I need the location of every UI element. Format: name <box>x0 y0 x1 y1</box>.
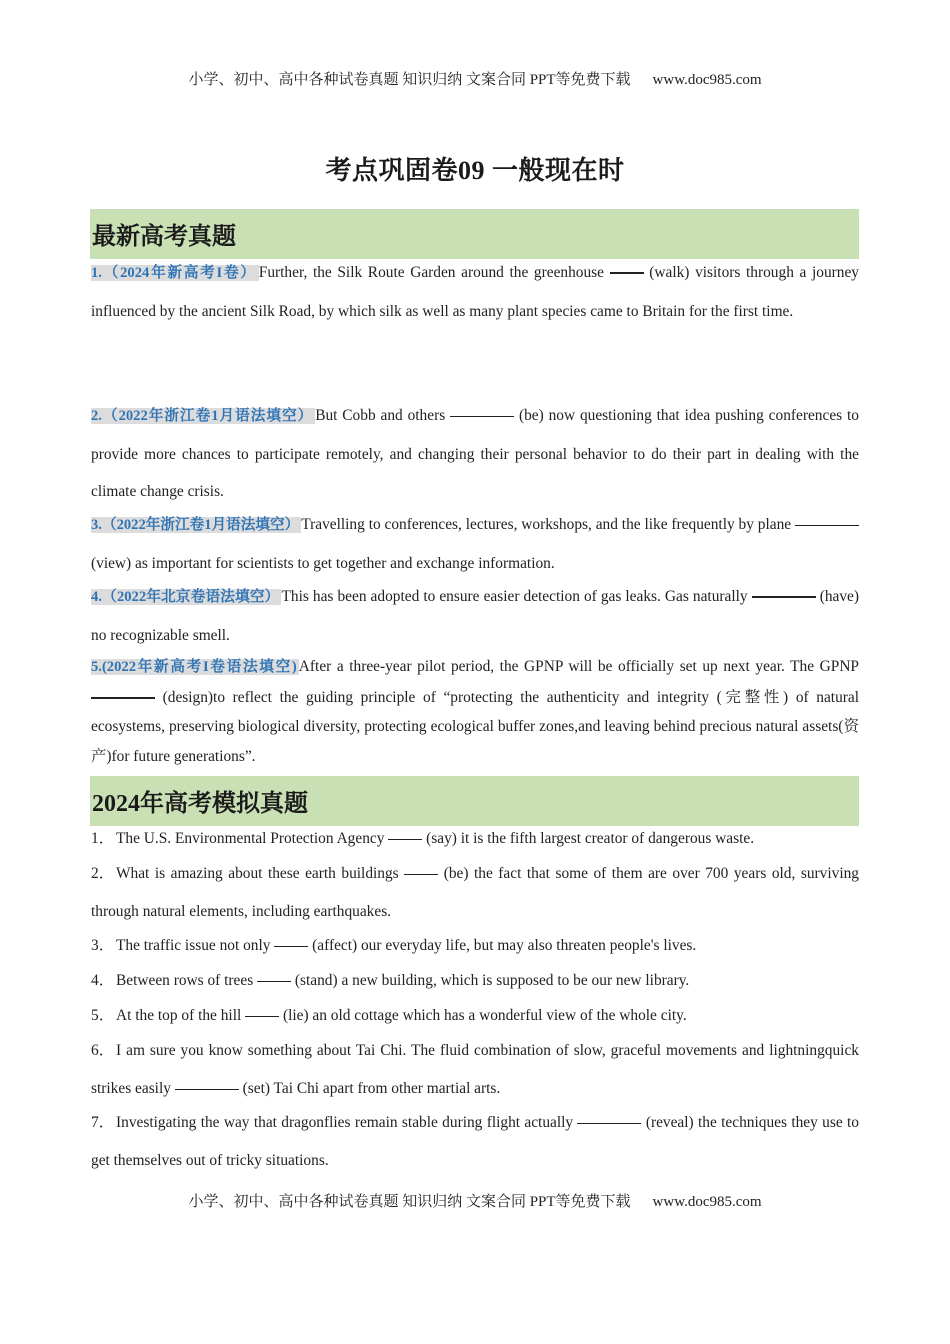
question-4 <box>91 578 859 654</box>
answer-blank[interactable] <box>404 873 438 875</box>
mock-question-text-before: The traffic issue not only <box>116 937 275 954</box>
question-1-source: 1.（2024年新高考I卷） <box>91 265 257 281</box>
mock-question-number: 7． <box>91 1114 115 1131</box>
question-5 <box>91 652 859 772</box>
question-3-text-after: (view) as important for scientists to get together and exchange information. <box>91 554 555 572</box>
question-5-source: 5.(2022年新高考I卷语法填空) <box>91 659 297 675</box>
answer-blank[interactable] <box>175 1088 239 1090</box>
question-1-text-after: (walk) visitors through a journey influenced by the ancient Silk Road, by which silk as well as many plant species came to Britain for the first time. <box>91 264 859 320</box>
question-1 <box>91 254 859 330</box>
question-3-text-before: Travelling to conferences, lectures, workshops, and the like frequently by plane <box>301 516 795 533</box>
mock-question-text-before: The U.S. Environmental Protection Agency <box>116 830 389 847</box>
mock-question-5 <box>91 997 859 1035</box>
answer-blank[interactable] <box>450 415 514 417</box>
footer-text: 小学、初中、高中各种试卷真题 知识归纳 文案合同 PPT等免费下载 <box>188 1194 631 1210</box>
question-3-source: 3.（2022年浙江卷1月语法填空） <box>91 517 300 533</box>
mock-question-text-before: What is amazing about these earth buildings <box>116 865 405 882</box>
question-2-source: 2.（2022年浙江卷1月语法填空） <box>91 408 314 424</box>
question-3 <box>91 506 859 582</box>
mock-question-7 <box>91 1104 859 1179</box>
answer-blank[interactable] <box>388 838 422 840</box>
section-heading-mock-exams: 2024年高考模拟真题 <box>90 776 859 826</box>
mock-question-1 <box>91 820 859 858</box>
mock-question-number: 3． <box>91 937 115 954</box>
answer-blank[interactable] <box>257 980 291 982</box>
header-url[interactable]: www.doc985.com <box>652 72 762 88</box>
question-4-text-after: (have) no recognizable smell. <box>91 588 859 644</box>
page-footer <box>0 1190 950 1211</box>
question-4-source: 4.（2022年北京卷语法填空） <box>91 589 280 605</box>
header-text: 小学、初中、高中各种试卷真题 知识归纳 文案合同 PPT等免费下载 <box>188 72 631 88</box>
mock-question-text-after: (reveal) the techniques they use to get themselves out of tricky situations. <box>91 1114 859 1169</box>
mock-question-text-after: (affect) our everyday life, but may also threaten people's lives. <box>308 937 697 954</box>
mock-question-3 <box>91 927 859 965</box>
mock-question-number: 1． <box>91 830 115 847</box>
mock-question-number: 2． <box>91 865 115 882</box>
mock-question-6 <box>91 1032 859 1107</box>
answer-blank[interactable] <box>91 696 155 699</box>
question-5-text-after: (design)to reflect the guiding principle of “protecting the authenticity and integrity (完整性) of natural ecosystems, preserving biological diversity, protecting ecological buffer zones,and leaving behind precious natural assets(资产)for future generations”. <box>91 688 859 766</box>
mock-question-text-after: (be) the fact that some of them are over 700 years old, surviving through natural elements, including earthquakes. <box>91 865 859 920</box>
mock-question-number: 5． <box>91 1007 115 1024</box>
question-2-text-before: But Cobb and others <box>315 407 451 424</box>
question-4-text-before: This has been adopted to ensure easier detection of gas leaks. Gas naturally <box>281 588 752 605</box>
question-1-text-before: Further, the Silk Route Garden around the greenhouse <box>258 264 610 281</box>
answer-blank[interactable] <box>752 595 816 598</box>
mock-question-number: 4． <box>91 972 115 989</box>
mock-question-text-before: At the top of the hill <box>116 1007 246 1024</box>
answer-blank[interactable] <box>610 271 644 274</box>
mock-question-text-before: Investigating the way that dragonflies remain stable during flight actually <box>116 1114 578 1131</box>
question-2-text-after: (be) now questioning that idea pushing conferences to provide more chances to participate remotely, and changing their personal behavior to do their part in dealing with the climate change crisis. <box>91 407 859 500</box>
answer-blank[interactable] <box>274 945 308 947</box>
page-header <box>0 68 950 89</box>
mock-question-2 <box>91 855 859 930</box>
question-2 <box>91 397 859 511</box>
mock-question-text-after: (set) Tai Chi apart from other martial arts. <box>238 1079 501 1097</box>
mock-question-text-before: Between rows of trees <box>116 972 258 989</box>
mock-question-number: 6． <box>91 1042 115 1059</box>
question-5-text-before: After a three-year pilot period, the GPNP will be officially set up next year. The GPNP <box>298 658 859 675</box>
mock-question-4 <box>91 962 859 1000</box>
mock-question-text-after: (say) it is the fifth largest creator of dangerous waste. <box>422 830 755 847</box>
answer-blank[interactable] <box>245 1015 279 1017</box>
section-heading-recent-exams: 最新高考真题 <box>90 209 859 259</box>
answer-blank[interactable] <box>577 1122 641 1124</box>
answer-blank[interactable] <box>795 524 859 526</box>
document-title: 考点巩固卷09 一般现在时 <box>325 156 625 185</box>
mock-question-text-after: (stand) a new building, which is supposed to be our new library. <box>291 972 690 989</box>
footer-url[interactable]: www.doc985.com <box>652 1194 762 1210</box>
mock-question-text-after: (lie) an old cottage which has a wonderful view of the whole city. <box>279 1007 687 1024</box>
mock-question-text-before: I am sure you know something about Tai Chi. The fluid combination of slow, graceful movements and lightningquick strikes easily <box>91 1042 859 1097</box>
